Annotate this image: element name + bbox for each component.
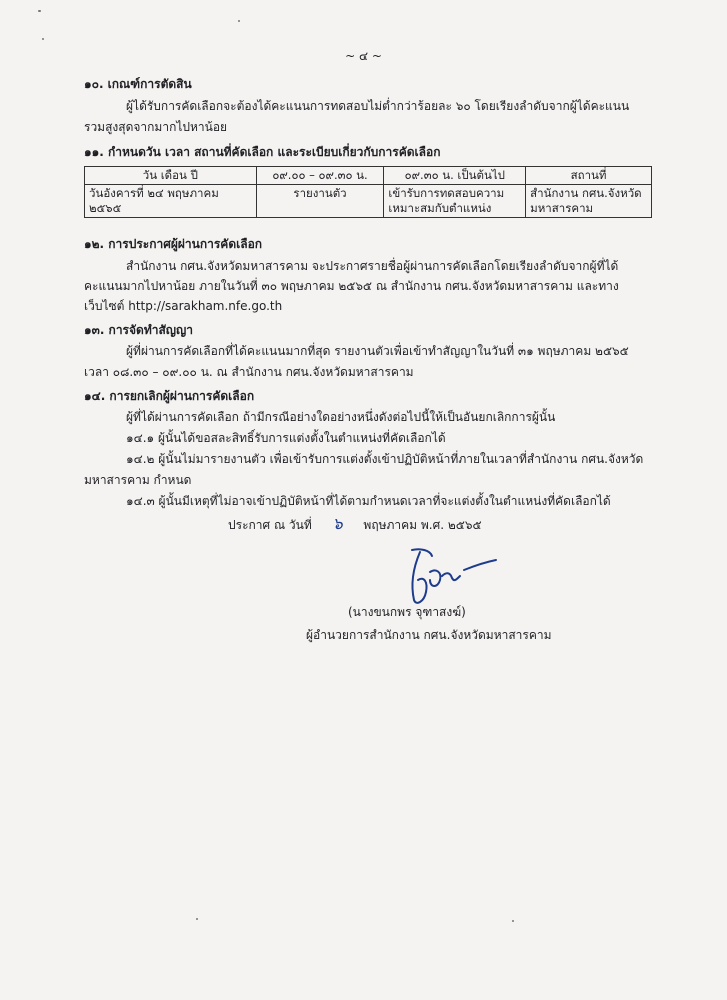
sec13-line2: เวลา ๐๘.๓๐ – ๐๙.๐๐ น. ณ สำนักงาน กศน.จังหวัดมหาสารคาม <box>84 365 414 379</box>
cell-slot2-line2: เหมาะสมกับตำแหน่ง <box>388 201 492 215</box>
sec12-line3: เว็บไซต์ http://sarakham.nfe.go.th <box>84 299 283 313</box>
announcement-line <box>228 516 482 533</box>
sec14-heading: ๑๔. การยกเลิกผู้ผ่านการคัดเลือก <box>84 389 255 403</box>
sec13-line1: ผู้ที่ผ่านการคัดเลือกที่ได้คะแนนมากที่สุด รายงานตัวเพื่อเข้าทำสัญญาในวันที่ ๓๑ พฤษภาคม ๒๕๖๕ <box>126 344 629 358</box>
col-header-place: สถานที่ <box>526 167 652 185</box>
cell-place <box>526 185 652 218</box>
col-header-slot2: ๐๙.๓๐ น. เป็นต้นไป <box>384 167 526 185</box>
announcement-rest: พฤษภาคม พ.ศ. ๒๕๖๕ <box>363 518 482 532</box>
cell-slot2 <box>384 185 526 218</box>
scan-speck <box>196 918 198 920</box>
sec13-heading: ๑๓. การจัดทำสัญญา <box>84 323 193 337</box>
sec12-line1: สำนักงาน กศน.จังหวัดมหาสารคาม จะประกาศรายชื่อผู้ผ่านการคัดเลือกโดยเรียงลำดับจากผู้ที่ได้ <box>126 259 619 273</box>
col-header-date: วัน เดือน ปี <box>85 167 257 185</box>
sec14-item1: ๑๔.๑ ผู้นั้นได้ขอสละสิทธิ์รับการแต่งตั้งในตำแหน่งที่คัดเลือกได้ <box>126 431 446 445</box>
sec11-heading: ๑๑. กำหนดวัน เวลา สถานที่คัดเลือก และระเบียบเกี่ยวกับการคัดเลือก <box>84 145 441 159</box>
scan-speck <box>42 38 44 40</box>
page-number: ~ ๔ ~ <box>345 49 382 63</box>
sec14-item2-line2: มหาสารคาม กำหนด <box>84 473 192 487</box>
signatory-title: ผู้อำนวยการสำนักงาน กศน.จังหวัดมหาสารคาม <box>306 628 552 642</box>
sec10-line1: ผู้ได้รับการคัดเลือกจะต้องได้คะแนนการทดสอบไม่ต่ำกว่าร้อยละ ๖๐ โดยเรียงลำดับจากผู้ได้คะแนน <box>126 99 630 113</box>
announcement-prefix: ประกาศ ณ วันที่ <box>228 518 312 532</box>
handwritten-signature <box>390 542 500 612</box>
sec14-intro: ผู้ที่ได้ผ่านการคัดเลือก ถ้ามีกรณีอย่างใดอย่างหนึ่งดังต่อไปนี้ให้เป็นอันยกเลิกการผู้นั้น <box>126 410 556 424</box>
sec10-heading: ๑๐. เกณฑ์การตัดสิน <box>84 77 192 91</box>
sec10-line2: รวมสูงสุดจากมากไปหาน้อย <box>84 120 228 134</box>
cell-slot1: รายงานตัว <box>256 185 384 218</box>
table-row <box>85 185 652 218</box>
sec12-line2: คะแนนมากไปหาน้อย ภายในวันที่ ๓๐ พฤษภาคม ๒๕๖๕ ณ สำนักงาน กศน.จังหวัดมหาสารคาม และทาง <box>84 279 619 293</box>
sec14-item2-line1: ๑๔.๒ ผู้นั้นไม่มารายงานตัว เพื่อเข้ารับการแต่งตั้งเข้าปฏิบัติหน้าที่ภายในเวลาที่สำนักงาน กศน.จังหวัด <box>126 452 644 466</box>
signatory-name: (นางขนกพร จุฑาสงฆ์) <box>348 605 466 619</box>
scan-speck <box>512 920 514 922</box>
cell-place-line2: มหาสารคาม <box>530 201 594 215</box>
cell-slot2-line1: เข้ารับการทดสอบความ <box>388 186 505 200</box>
cell-date: วันอังคารที่ ๒๔ พฤษภาคม ๒๕๖๕ <box>85 185 257 218</box>
cell-place-line1: สำนักงาน กศน.จังหวัด <box>530 186 642 200</box>
col-header-slot1: ๐๙.๐๐ – ๐๙.๓๐ น. <box>256 167 384 185</box>
announcement-day: ๖ <box>332 514 343 533</box>
sec14-item3: ๑๔.๓ ผู้นั้นมีเหตุที่ไม่อาจเข้าปฏิบัติหน้าที่ได้ตามกำหนดเวลาที่จะแต่งตั้งในตำแหน่งที่คัดเลือกได้ <box>126 494 611 508</box>
scan-speck <box>38 10 41 12</box>
table-header-row <box>85 167 652 185</box>
schedule-table <box>84 166 652 218</box>
scan-speck <box>238 20 240 22</box>
sec12-heading: ๑๒. การประกาศผู้ผ่านการคัดเลือก <box>84 237 263 251</box>
